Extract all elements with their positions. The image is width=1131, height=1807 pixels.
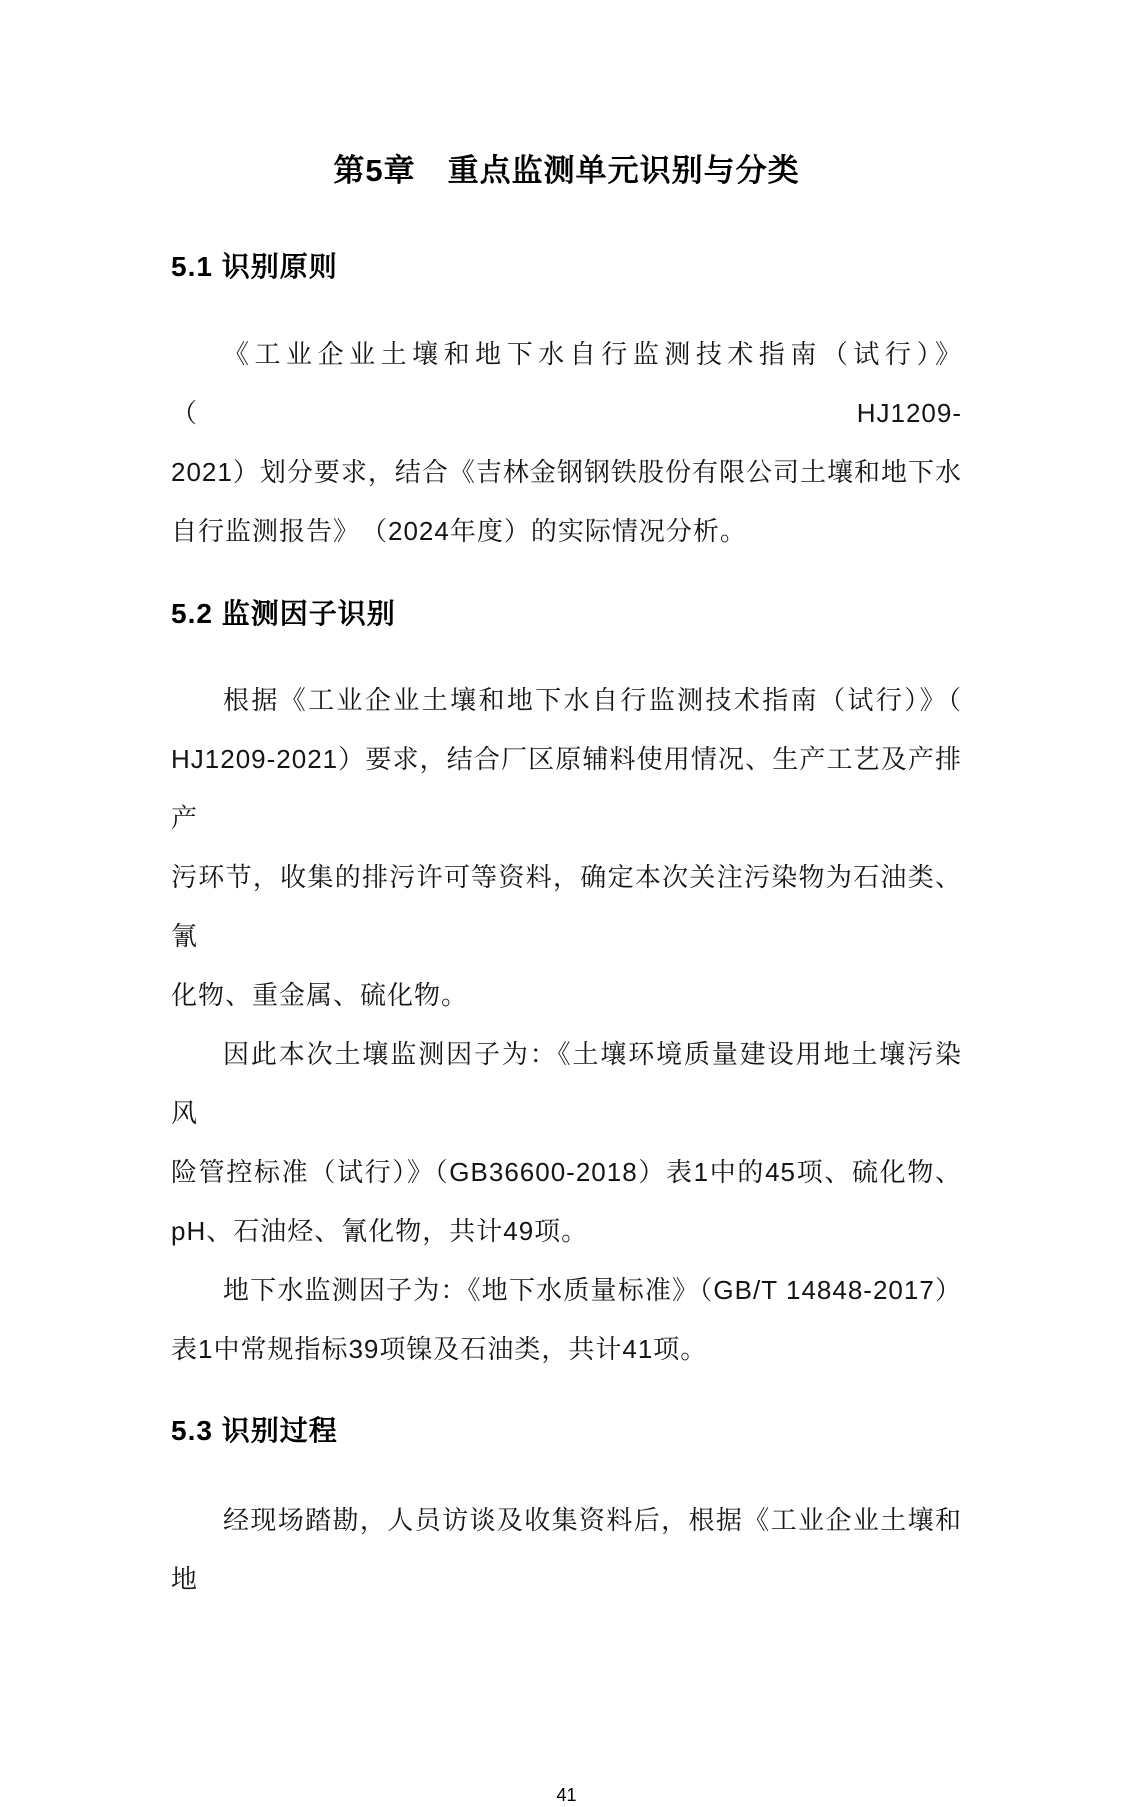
paragraph-line: 化物、重金属、硫化物。: [171, 980, 469, 1010]
paragraph: [171, 1261, 962, 1379]
paragraph-line: 表1中常规指标39项镍及石油类，共计41项。: [171, 1334, 708, 1364]
paragraph-line: 经现场踏勘，人员访谈及收集资料后，根据《工业企业土壤和地: [171, 1505, 962, 1594]
paragraph-line: 自行监测报告》 （2024年度）的实际情况分析。: [171, 516, 747, 546]
paragraph-line: 污环节，收集的排污许可等资料，确定本次关注污染物为石油类、氰: [171, 862, 962, 951]
paragraph: [171, 671, 962, 1025]
section-5-2: [171, 596, 962, 1379]
paragraph-line: 《工业企业土壤和地下水自行监测技术指南（试行）》（HJ1209-: [171, 339, 962, 428]
page-content: [171, 149, 962, 1807]
document-page: [0, 149, 1131, 1805]
paragraph-line: pH、石油烃、氰化物，共计49项。: [171, 1216, 589, 1246]
paragraph-line: 地下水监测因子为：《地下水质量标准》（GB/T 14848-2017）: [223, 1275, 962, 1305]
chapter-title: 第5章 重点监测单元识别与分类: [333, 153, 800, 188]
paragraph: [171, 1491, 962, 1609]
section-5-3: [171, 1413, 962, 1609]
page-number: 41: [556, 1785, 577, 1805]
paragraph-line: 因此本次土壤监测因子为：《土壤环境质量建设用地土壤污染风: [171, 1039, 962, 1128]
section-heading-5-2: 5.2 监测因子识别: [171, 598, 396, 629]
paragraph: [171, 1025, 962, 1261]
section-heading-5-1: 5.1 识别原则: [171, 251, 338, 282]
section-5-1: [171, 249, 962, 561]
paragraph: [171, 325, 962, 561]
section-heading-5-3: 5.3 识别过程: [171, 1415, 338, 1446]
paragraph-line: 险管控标准（试行）》（GB36600-2018）表1中的45项、硫化物、: [171, 1157, 962, 1187]
paragraph-line: 2021）划分要求，结合《吉林金钢钢铁股份有限公司土壤和地下水: [171, 457, 962, 487]
paragraph-line: 根据《工业企业土壤和地下水自行监测技术指南（试行）》（: [223, 685, 962, 715]
paragraph-line: HJ1209-2021）要求，结合厂区原辅料使用情况、生产工艺及产排产: [171, 744, 962, 833]
